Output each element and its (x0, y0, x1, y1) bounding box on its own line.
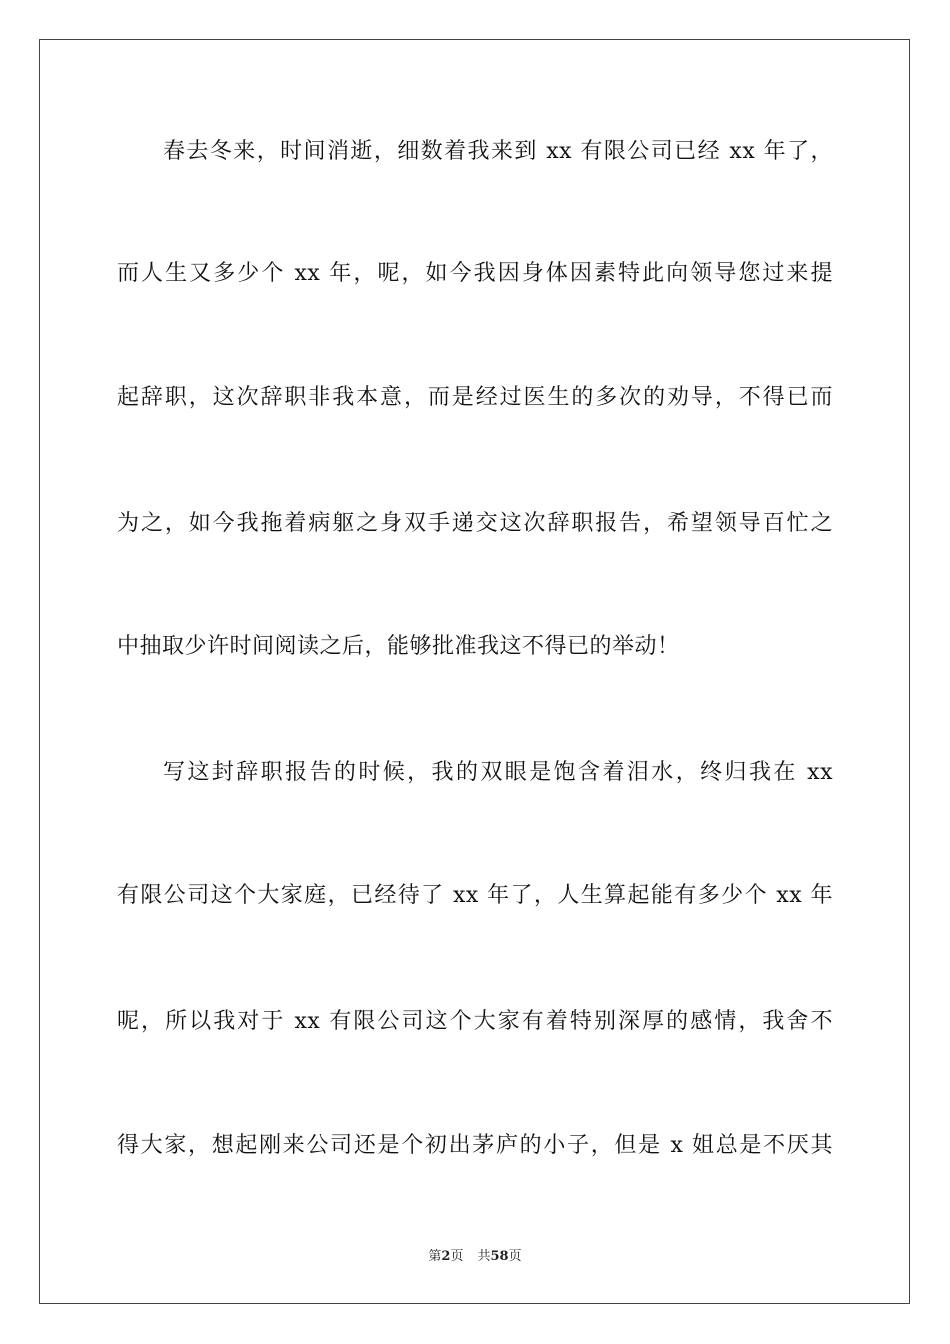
page-number: 2 (441, 1249, 451, 1264)
paragraph-2-line-1: 写这封辞职报告的时候，我的双眼是饱含着泪水，终归我在 xx (163, 760, 833, 785)
paragraph-1-line-5: 中抽取少许时间阅读之后，能够批准我这不得已的举动！ (117, 634, 680, 659)
total-prefix: 共 (477, 1249, 491, 1264)
total-pages: 58 (490, 1249, 509, 1264)
paragraph-1-line-1: 春去冬来，时间消逝，细数着我来到 xx 有限公司已经 xx 年了， (163, 139, 833, 164)
page-border (39, 39, 910, 1304)
page-footer (0, 1249, 950, 1265)
paragraph-1-line-4: 为之，如今我拖着病躯之身双手递交这次辞职报告，希望领导百忙之 (117, 511, 833, 536)
paragraph-1-line-3: 起辞职，这次辞职非我本意，而是经过医生的多次的劝导，不得已而 (117, 385, 833, 410)
paragraph-2-line-4: 得大家，想起刚来公司还是个初出茅庐的小子，但是 x 姐总是不厌其 (117, 1133, 833, 1158)
page-suffix: 页 (450, 1249, 464, 1264)
paragraph-2-line-3: 呢，所以我对于 xx 有限公司这个大家有着特别深厚的感情，我舍不 (117, 1009, 833, 1034)
page-prefix: 第 (428, 1249, 442, 1264)
paragraph-1-line-2: 而人生又多少个 xx 年，呢，如今我因身体因素特此向领导您过来提 (117, 261, 833, 286)
paragraph-2-line-2: 有限公司这个大家庭，已经待了 xx 年了，人生算起能有多少个 xx 年 (117, 883, 833, 908)
total-suffix: 页 (508, 1249, 522, 1264)
